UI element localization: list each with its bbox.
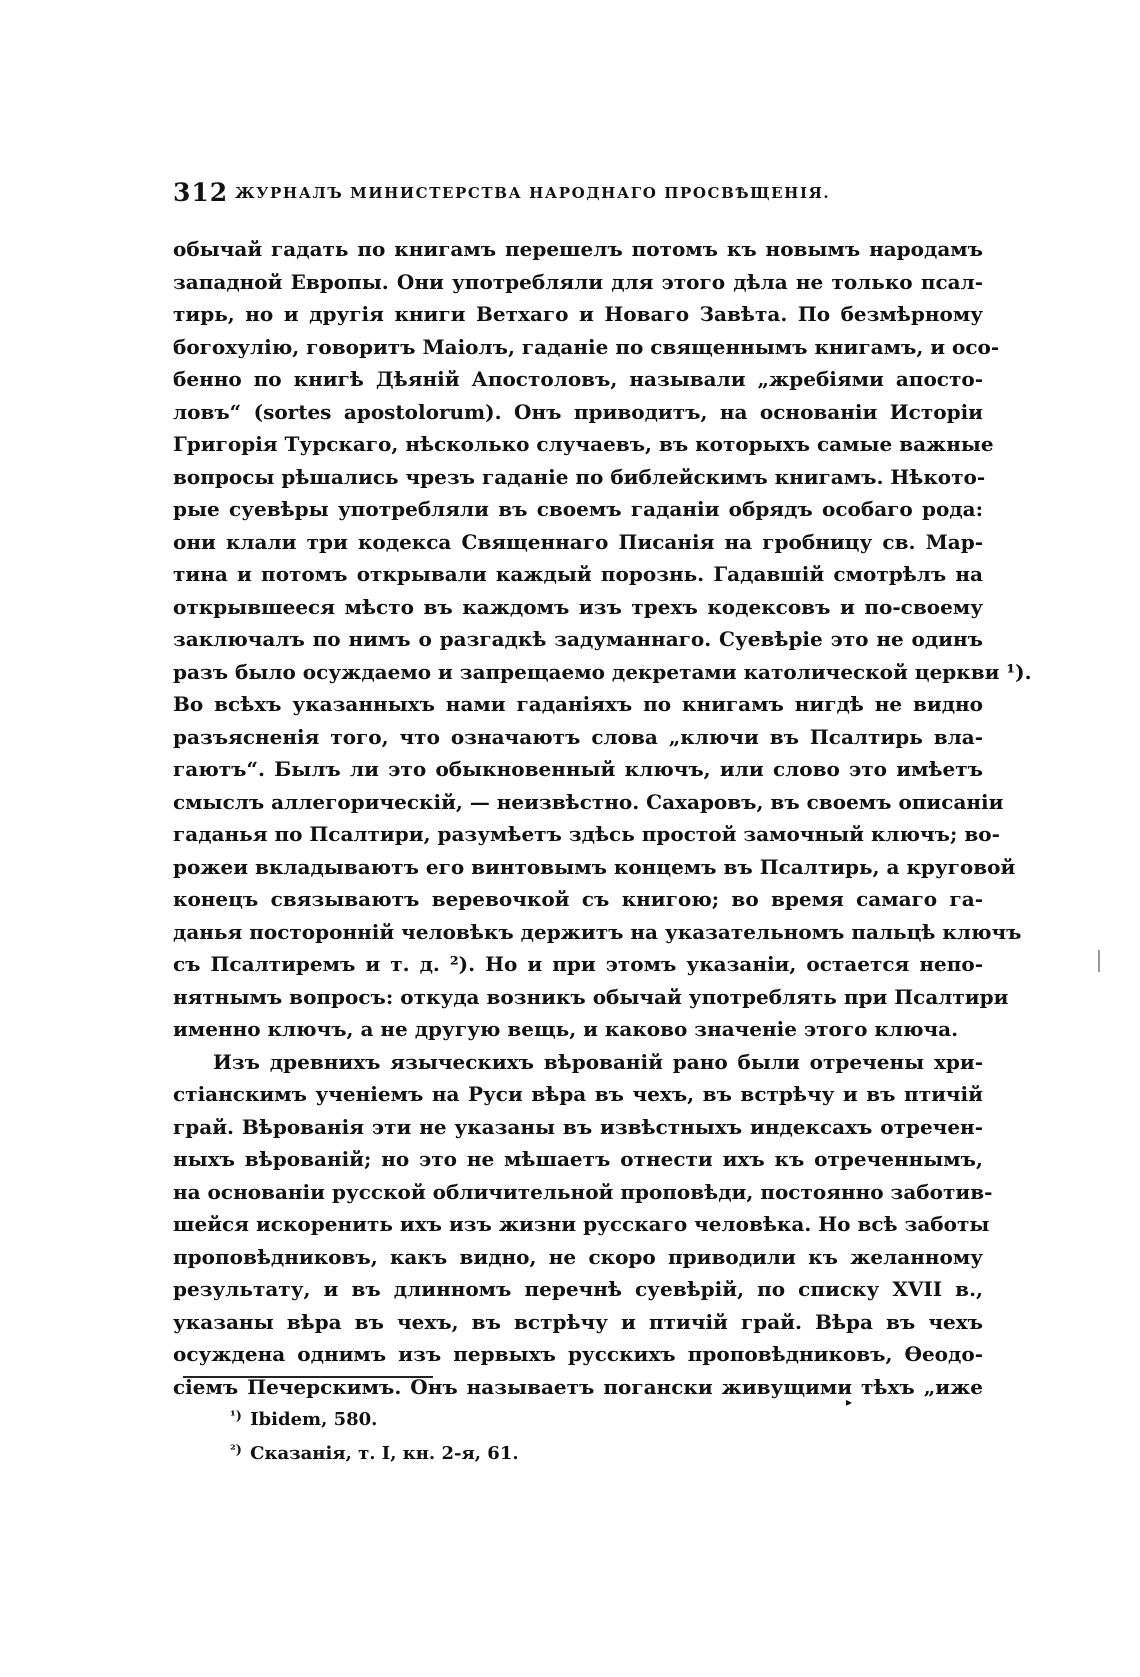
text-line: на основаніи русской обличительной проповѣди, постоянно заботив- <box>173 1179 993 1204</box>
text-line: гаданья по Псалтири, разумѣетъ здѣсь простой замочный ключъ; во- <box>173 822 1000 846</box>
footnote-text: Сказанія, т. I, кн. 2-я, 61. <box>250 1443 519 1464</box>
text-line: шейся искоренить ихъ изъ жизни русскаго человѣка. Но всѣ заботы <box>173 1212 990 1236</box>
text-line: тирь, но и другія книги Ветхаго и Новаго Завѣта. По безмѣрному <box>173 302 983 326</box>
page-number: 312 <box>173 178 229 207</box>
text-line: разъясненія того, что означаютъ слова „ключи въ Псалтирь вла- <box>173 724 983 749</box>
text-line: съ Псалтиремъ и т. д. ²). Но и при этомъ указаніи, остается непо- <box>173 952 983 976</box>
text-line: рожеи вкладываютъ его винтовымъ концемъ въ Псалтирь, а круговой <box>173 854 1016 879</box>
text-line: Григорія Турскаго, нѣсколько случаевъ, въ которыхъ самые важные <box>173 432 994 456</box>
footnote-marker: ¹) <box>230 1409 242 1424</box>
text-line: ныхъ вѣрованій; но это не мѣшаетъ отнести ихъ къ отреченнымъ, <box>173 1147 983 1171</box>
text-line: гаютъ“. Былъ ли это обыкновенный ключъ, или слово это имѣетъ <box>173 757 983 781</box>
text-line: вопросы рѣшались чрезъ гаданіе по библейскимъ книгамъ. Нѣкото- <box>173 464 986 489</box>
text-line: конецъ связываютъ веревочкой съ книгою; во время самаго га- <box>173 887 983 911</box>
scan-artifact-dot: ▸ <box>846 1395 853 1409</box>
text-line: осуждена однимъ изъ первыхъ русскихъ проповѣдниковъ, Ѳеодо- <box>173 1342 983 1366</box>
text-line: Во всѣхъ указанныхъ нами гаданіяхъ по книгамъ нигдѣ не видно <box>173 692 983 716</box>
running-title: ЖУРНАЛЪ МИНИСТЕРСТВА НАРОДНАГО ПРОСВѢЩЕНІЯ. <box>235 184 831 202</box>
footnote-divider <box>183 1376 433 1378</box>
paragraph-start-line: Изъ древнихъ языческихъ вѣрованій рано были отречены хри- <box>213 1049 983 1074</box>
footnote-1 <box>230 1400 830 1434</box>
text-line: обычай гадать по книгамъ перешелъ потомъ къ новымъ народамъ <box>173 237 983 261</box>
footnotes <box>230 1400 830 1468</box>
footnote-text: Ibidem, 580. <box>250 1409 378 1430</box>
text-line: разъ было осуждаемо и запрещаемо декретами католической церкви ¹). <box>173 659 1032 684</box>
text-line: проповѣдниковъ, какъ видно, не скоро приводили къ желанному <box>173 1244 983 1269</box>
text-line: смыслъ аллегорическій, — неизвѣстно. Сахаровъ, въ своемъ описаніи <box>173 789 1004 814</box>
text-line: указаны вѣра въ чехъ, въ встрѣчу и птичій грай. Вѣра въ чехъ <box>173 1309 983 1334</box>
body-text <box>173 233 1032 1403</box>
text-line: нятнымъ вопросъ: откуда возникъ обычай употреблять при Псалтири <box>173 984 1009 1009</box>
text-line: заключалъ по нимъ о разгадкѣ задуманнаго. Суевѣріе это не одинъ <box>173 627 983 651</box>
text-line: данья посторонній человѣкъ держитъ на указательномъ пальцѣ ключъ <box>173 919 1022 944</box>
text-line: результату, и въ длинномъ перечнѣ суевѣрій, по списку XVII в., <box>173 1277 983 1301</box>
text-line: тина и потомъ открывали каждый порознь. Гадавшій смотрѣлъ на <box>173 562 983 586</box>
text-line: рые суевѣры употребляли въ своемъ гаданіи обрядъ особаго рода: <box>173 497 983 521</box>
text-line: богохулію, говоритъ Маіолъ, гаданіе по священнымъ книгамъ, и осо- <box>173 334 1000 359</box>
text-line: западной Европы. Они употребляли для этого дѣла не только псал- <box>173 269 983 294</box>
text-line: грай. Вѣрованія эти не указаны въ извѣстныхъ индексахъ отречен- <box>173 1114 983 1139</box>
text-line: открывшееся мѣсто въ каждомъ изъ трехъ кодексовъ и по-своему <box>173 594 983 619</box>
text-line: стіанскимъ ученіемъ на Руси вѣра въ чехъ, въ встрѣчу и въ птичій <box>173 1082 983 1106</box>
paragraph-end-line: именно ключъ, а не другую вещь, и каково значеніе этого ключа. <box>173 1017 959 1041</box>
text-line: они клали три кодекса Священнаго Писанія на гробницу св. Мар- <box>173 529 983 554</box>
text-line: бенно по книгѣ Дѣяній Апостоловъ, называли „жребіями апосто- <box>173 367 983 391</box>
footnote-2 <box>230 1434 830 1468</box>
text-line: ловъ“ (sortes apostolorum). Онъ приводитъ, на основаніи Исторіи <box>173 399 983 424</box>
scan-artifact-mark <box>1098 950 1100 972</box>
footnote-marker: ²) <box>230 1443 242 1458</box>
text-line: сіемъ Печерскимъ. Онъ называетъ погански живущими тѣхъ „иже <box>173 1374 983 1399</box>
page-header <box>173 178 983 208</box>
